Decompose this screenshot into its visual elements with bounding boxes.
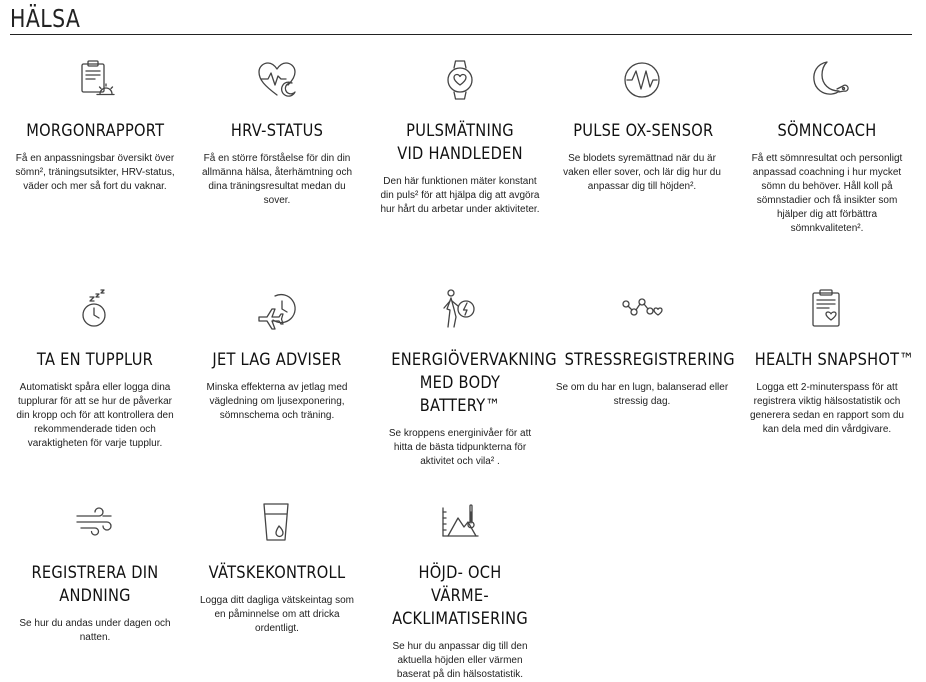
feature-hrv-status	[197, 58, 357, 208]
feature-description: Logga ett 2-minuterspass för att registrera viktig hälsostatistik och generera sedan en rapport som du kan dela med din vårdgivare.	[750, 382, 904, 435]
feature-title: PULSMÄTNING VID HANDLEDEN	[397, 121, 523, 164]
feature-title: HRV-STATUS	[230, 121, 324, 141]
feature-jet-lag	[197, 287, 357, 423]
heart-moon-pulse-icon	[255, 58, 299, 102]
feature-title: REGISTRERA DIN ANDNING	[31, 563, 159, 606]
person-battery-bolt-icon	[438, 287, 482, 331]
feature-description: Den här funktionen mäter konstant din puls² för att hjälpa dig att avgöra hur hårt du arbetar under aktiviteter.	[380, 176, 540, 215]
feature-description: Se hur du andas under dagen och natten.	[19, 618, 171, 643]
feature-description: Se blodets syremättnad när du är vaken eller sover, och lär dig hur du anpassar dig till höjden².	[563, 153, 721, 192]
airplane-clock-icon	[255, 287, 299, 331]
watch-heart-icon	[438, 58, 482, 102]
feature-tupplur	[15, 287, 175, 451]
feature-title: MORGONRAPPORT	[26, 121, 165, 141]
feature-title: VÄTSKEKONTROLL	[208, 563, 346, 583]
feature-morgonrapport	[15, 58, 175, 194]
feature-description: Automatiskt spåra eller logga dina tupplurar för att se hur de påverkar din kropp och för att kontrollera den rekommenderade tiden och varaktigheten för varje tupplur.	[16, 382, 174, 449]
feature-title: ENERGIÖVERVAKNING MED BODY BATTERY™	[391, 350, 557, 416]
feature-description: Logga ditt dagliga vätskeintag som en påminnelse om att dricka ordentligt.	[200, 595, 354, 634]
nap-clock-icon	[73, 287, 117, 331]
breathing-wind-icon	[73, 500, 117, 544]
report-clipboard-sunrise-icon	[73, 58, 117, 102]
water-glass-drop-icon	[255, 500, 299, 544]
feature-title: SÖMNCOACH	[777, 121, 877, 141]
feature-description: Se hur du anpassar dig till den aktuella höjden eller värmen baserat på din hälsostatistik.	[392, 641, 528, 680]
feature-vatskekontroll	[197, 500, 357, 636]
health-clipboard-icon	[805, 287, 849, 331]
feature-title: HÖJD- OCH VÄRME-ACKLIMATISERING	[392, 563, 528, 629]
feature-title: HEALTH SNAPSHOT™	[754, 350, 915, 370]
feature-description: Se kroppens energinivåer för att hitta de bästa tidpunkterna för aktivitet och vila² .	[388, 428, 532, 467]
stress-nodes-icon	[620, 287, 664, 331]
feature-description: Få ett sömnresultat och personligt anpassad coachning i hur mycket sömn du behöver. Håll koll på sömnstadier och få insikter som hjälper dig att förbättra sömnkvaliteten².	[751, 153, 903, 234]
feature-description: Se om du har en lugn, balanserad eller stressig dag.	[555, 382, 729, 407]
altitude-heat-icon	[438, 500, 482, 544]
feature-title: PULSE OX-SENSOR	[573, 121, 714, 141]
feature-hojd-varme	[380, 500, 540, 682]
title-divider	[10, 34, 912, 35]
feature-description: Minska effekterna av jetlag med vägledning om ljusexponering, sömnschema och träning.	[206, 382, 348, 421]
feature-description: Få en större förståelse för din din allmänna hälsa, återhämtning och dina träningsresultat medan du sover.	[201, 153, 353, 206]
feature-stressregistrering	[552, 287, 735, 409]
feature-andning	[15, 500, 175, 645]
feature-pulse-ox	[562, 58, 722, 194]
page-title: HÄLSA	[10, 4, 81, 33]
feature-description: Få en anpassningsbar översikt över sömn², träningsutsikter, HRV-status, väder och mer så fort du vaknar.	[15, 153, 175, 192]
feature-title: TA EN TUPPLUR	[36, 350, 154, 370]
feature-health-snapshot	[743, 287, 915, 437]
pulse-ox-wave-icon	[620, 58, 664, 102]
moon-whistle-icon	[805, 58, 849, 102]
feature-body-battery	[380, 287, 557, 469]
feature-title: JET LAG ADVISER	[212, 350, 342, 370]
feature-pulsmatning	[380, 58, 540, 217]
feature-title: STRESSREGISTRERING	[564, 350, 735, 370]
feature-somncoach	[743, 58, 911, 236]
